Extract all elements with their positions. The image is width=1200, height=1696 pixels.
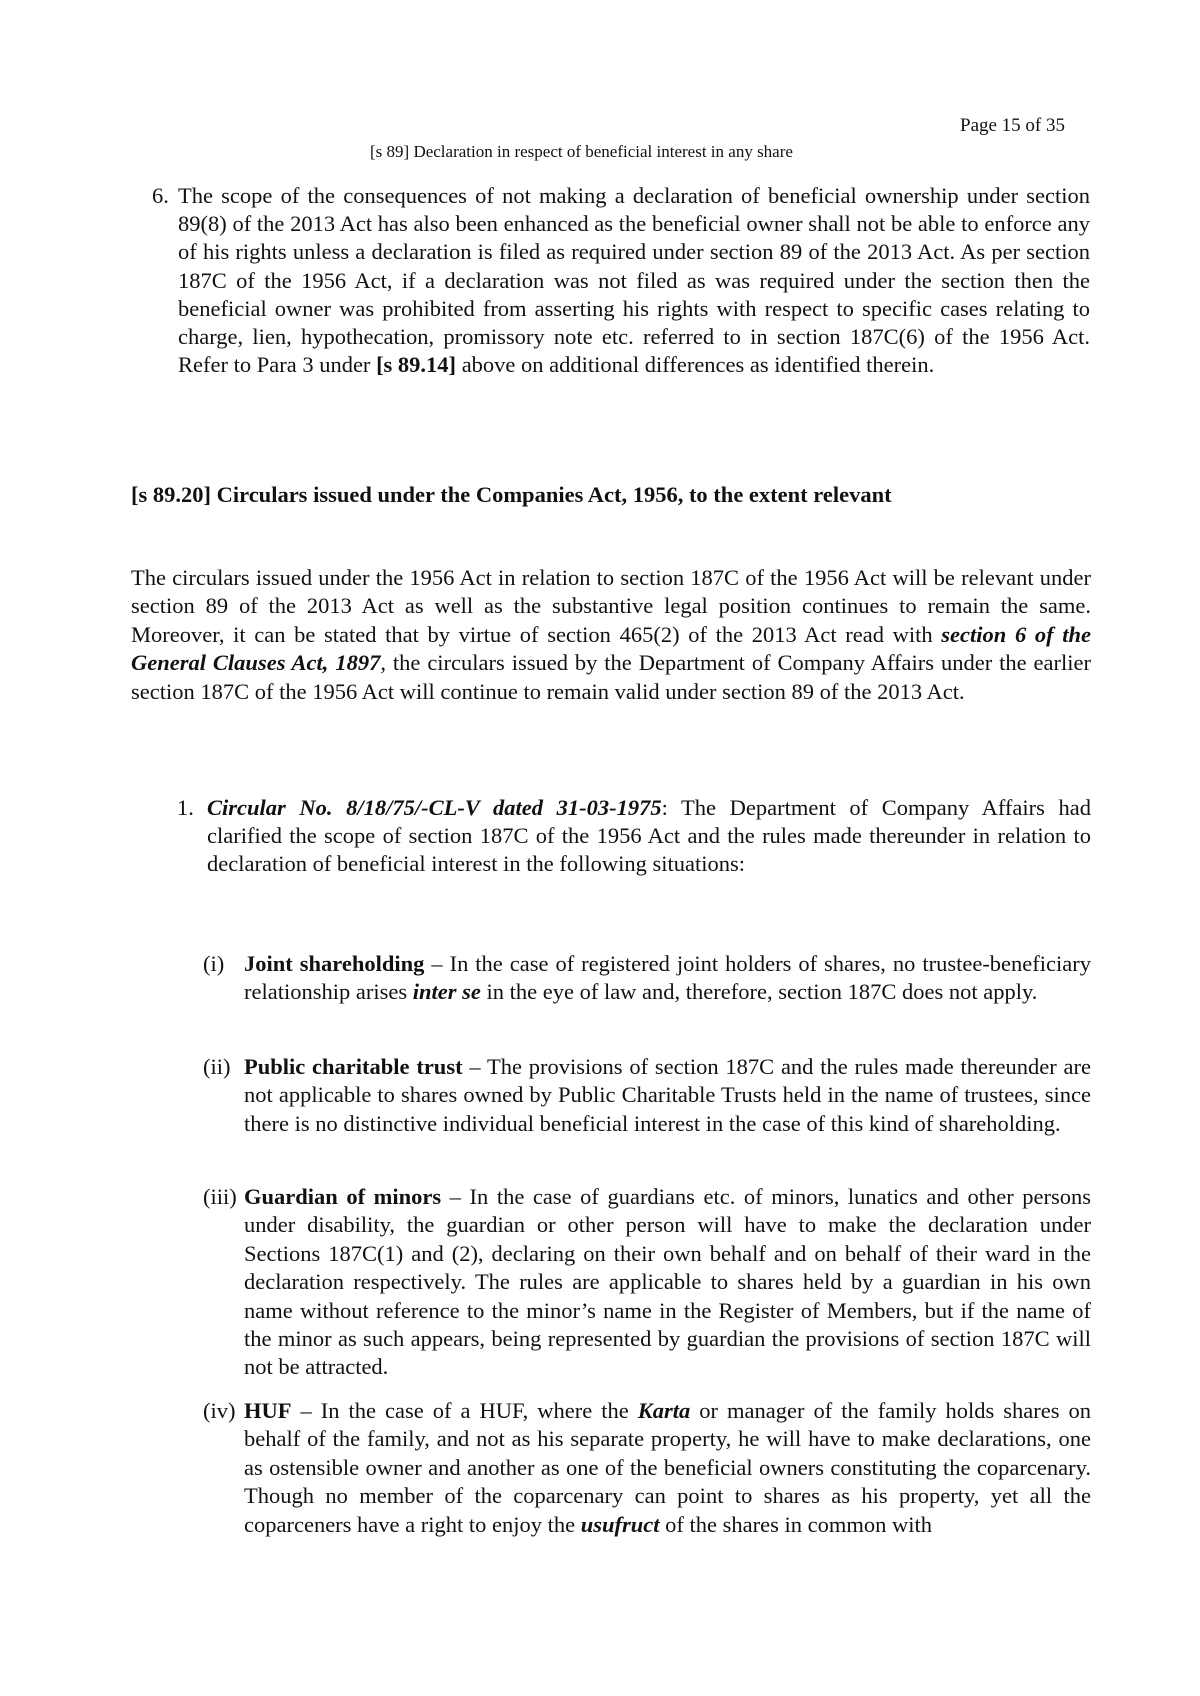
sub-item-title: Joint shareholding [244, 951, 425, 976]
sub-item-title: Public charitable trust [244, 1054, 463, 1079]
paragraph-text: above on additional differences as identified therein. [456, 352, 935, 378]
statute-reference: section 6 of the General Clauses Act, 1897 [131, 621, 1091, 676]
paragraph-text: – In the case of a HUF, where the [291, 1398, 638, 1423]
paragraph-text: – In the case of guardians etc. of minors, lunatics and other persons under disability, the guardian or other person will have to make the declaration under Sections 187C(1) and (2), declaring on their own behalf and on behalf of their ward in the declaration respectively. The rules are applicable to shares held by a guardian in his own name without reference to the minor’s name in the Register of Members, but if the name of the minor as such appears, being represented by guardian the provisions of section 187C will not be attracted. [244, 1184, 1091, 1380]
list-number: 1. [177, 795, 194, 820]
legal-term: Karta [637, 1398, 691, 1423]
paragraph-text: The scope of the consequences of not making a declaration of beneficial ownership under section 89(8) of the 2013 Act has also been enhanced as the beneficial owner shall not be able to enforce any of his rights unless a declaration is filed as required under section 89 of the 2013 Act. As per section 187C of the 1956 Act, if a declaration was not filed as was required under the section then the beneficial owner was prohibited from asserting his rights with respect to specific cases relating to charge, lien, hypothecation, promissory note etc. referred to in section 187C(6) of the 1956 Act. Refer to Para 3 under [178, 183, 1090, 378]
paragraph-text: The circulars issued under the 1956 Act in relation to section 187C of the 1956 Act will be relevant under section 89 of the 2013 Act as well as the substantive legal position continues to remain the same. Moreover, it can be stated that by virtue of section 465(2) of the 2013 Act read with [131, 565, 1091, 647]
paragraph-text: – The provisions of section 187C and the rules made thereunder are not applicable to shares owned by Public Charitable Trusts held in the name of trustees, since there is no distinctive individual beneficial interest in the case of this kind of shareholding. [244, 1054, 1091, 1136]
paragraph-text: in the eye of law and, therefore, section 187C does not apply. [480, 979, 1038, 1005]
sub-item-guardian-of-minors [203, 1183, 1091, 1382]
sub-item-huf [203, 1397, 1091, 1539]
page-number: Page 15 of 35 [960, 115, 1066, 136]
sub-item-number: (i) [203, 951, 225, 976]
intro-paragraph [131, 564, 1091, 706]
paragraph-text: : The Department of Company Affairs had clarified the scope of section 187C of the 1956 Act and the rules made thereunder in relation to declaration of beneficial interest in the following situations: [207, 795, 1091, 877]
cross-reference: [s 89.14] [376, 352, 457, 378]
legal-term: usufruct [580, 1511, 660, 1537]
latin-term: inter se [412, 979, 481, 1005]
sub-item-public-charitable-trust [203, 1053, 1091, 1138]
paragraph-6 [152, 182, 1090, 379]
paragraph-text: of the shares in common with [659, 1511, 932, 1537]
paragraph-text: – In the case of registered joint holders of shares, no trustee-beneficiary relationship arises [244, 951, 1091, 1005]
paragraph-text: , the circulars issued by the Department of Company Affairs under the earlier section 187C of the 1956 Act will continue to remain valid under section 89 of the 2013 Act. [131, 650, 1091, 704]
sub-item-joint-shareholding [203, 950, 1091, 1007]
sub-item-number: (iv) [203, 1398, 236, 1423]
running-header: [s 89] Declaration in respect of beneficial interest in any share [370, 142, 793, 161]
circular-reference: Circular No. 8/18/75/-CL-V dated 31-03-1975 [207, 795, 662, 820]
paragraph-number: 6. [152, 183, 169, 208]
paragraph-text: or manager of the family holds shares on behalf of the family, and not as his separate property, he will have to make declarations, one as ostensible owner and another as one of the beneficial owners constituting the coparcenary. Though no member of the coparcenary can point to shares as his property, yet all the coparceners have a right to enjoy the [244, 1398, 1091, 1537]
section-heading: [s 89.20] Circulars issued under the Companies Act, 1956, to the extent relevant [131, 482, 892, 507]
sub-item-number: (ii) [203, 1054, 231, 1079]
sub-item-title: Guardian of minors [244, 1184, 442, 1209]
sub-item-title: HUF [244, 1398, 292, 1423]
circular-item [177, 794, 1091, 879]
sub-item-number: (iii) [203, 1184, 237, 1209]
